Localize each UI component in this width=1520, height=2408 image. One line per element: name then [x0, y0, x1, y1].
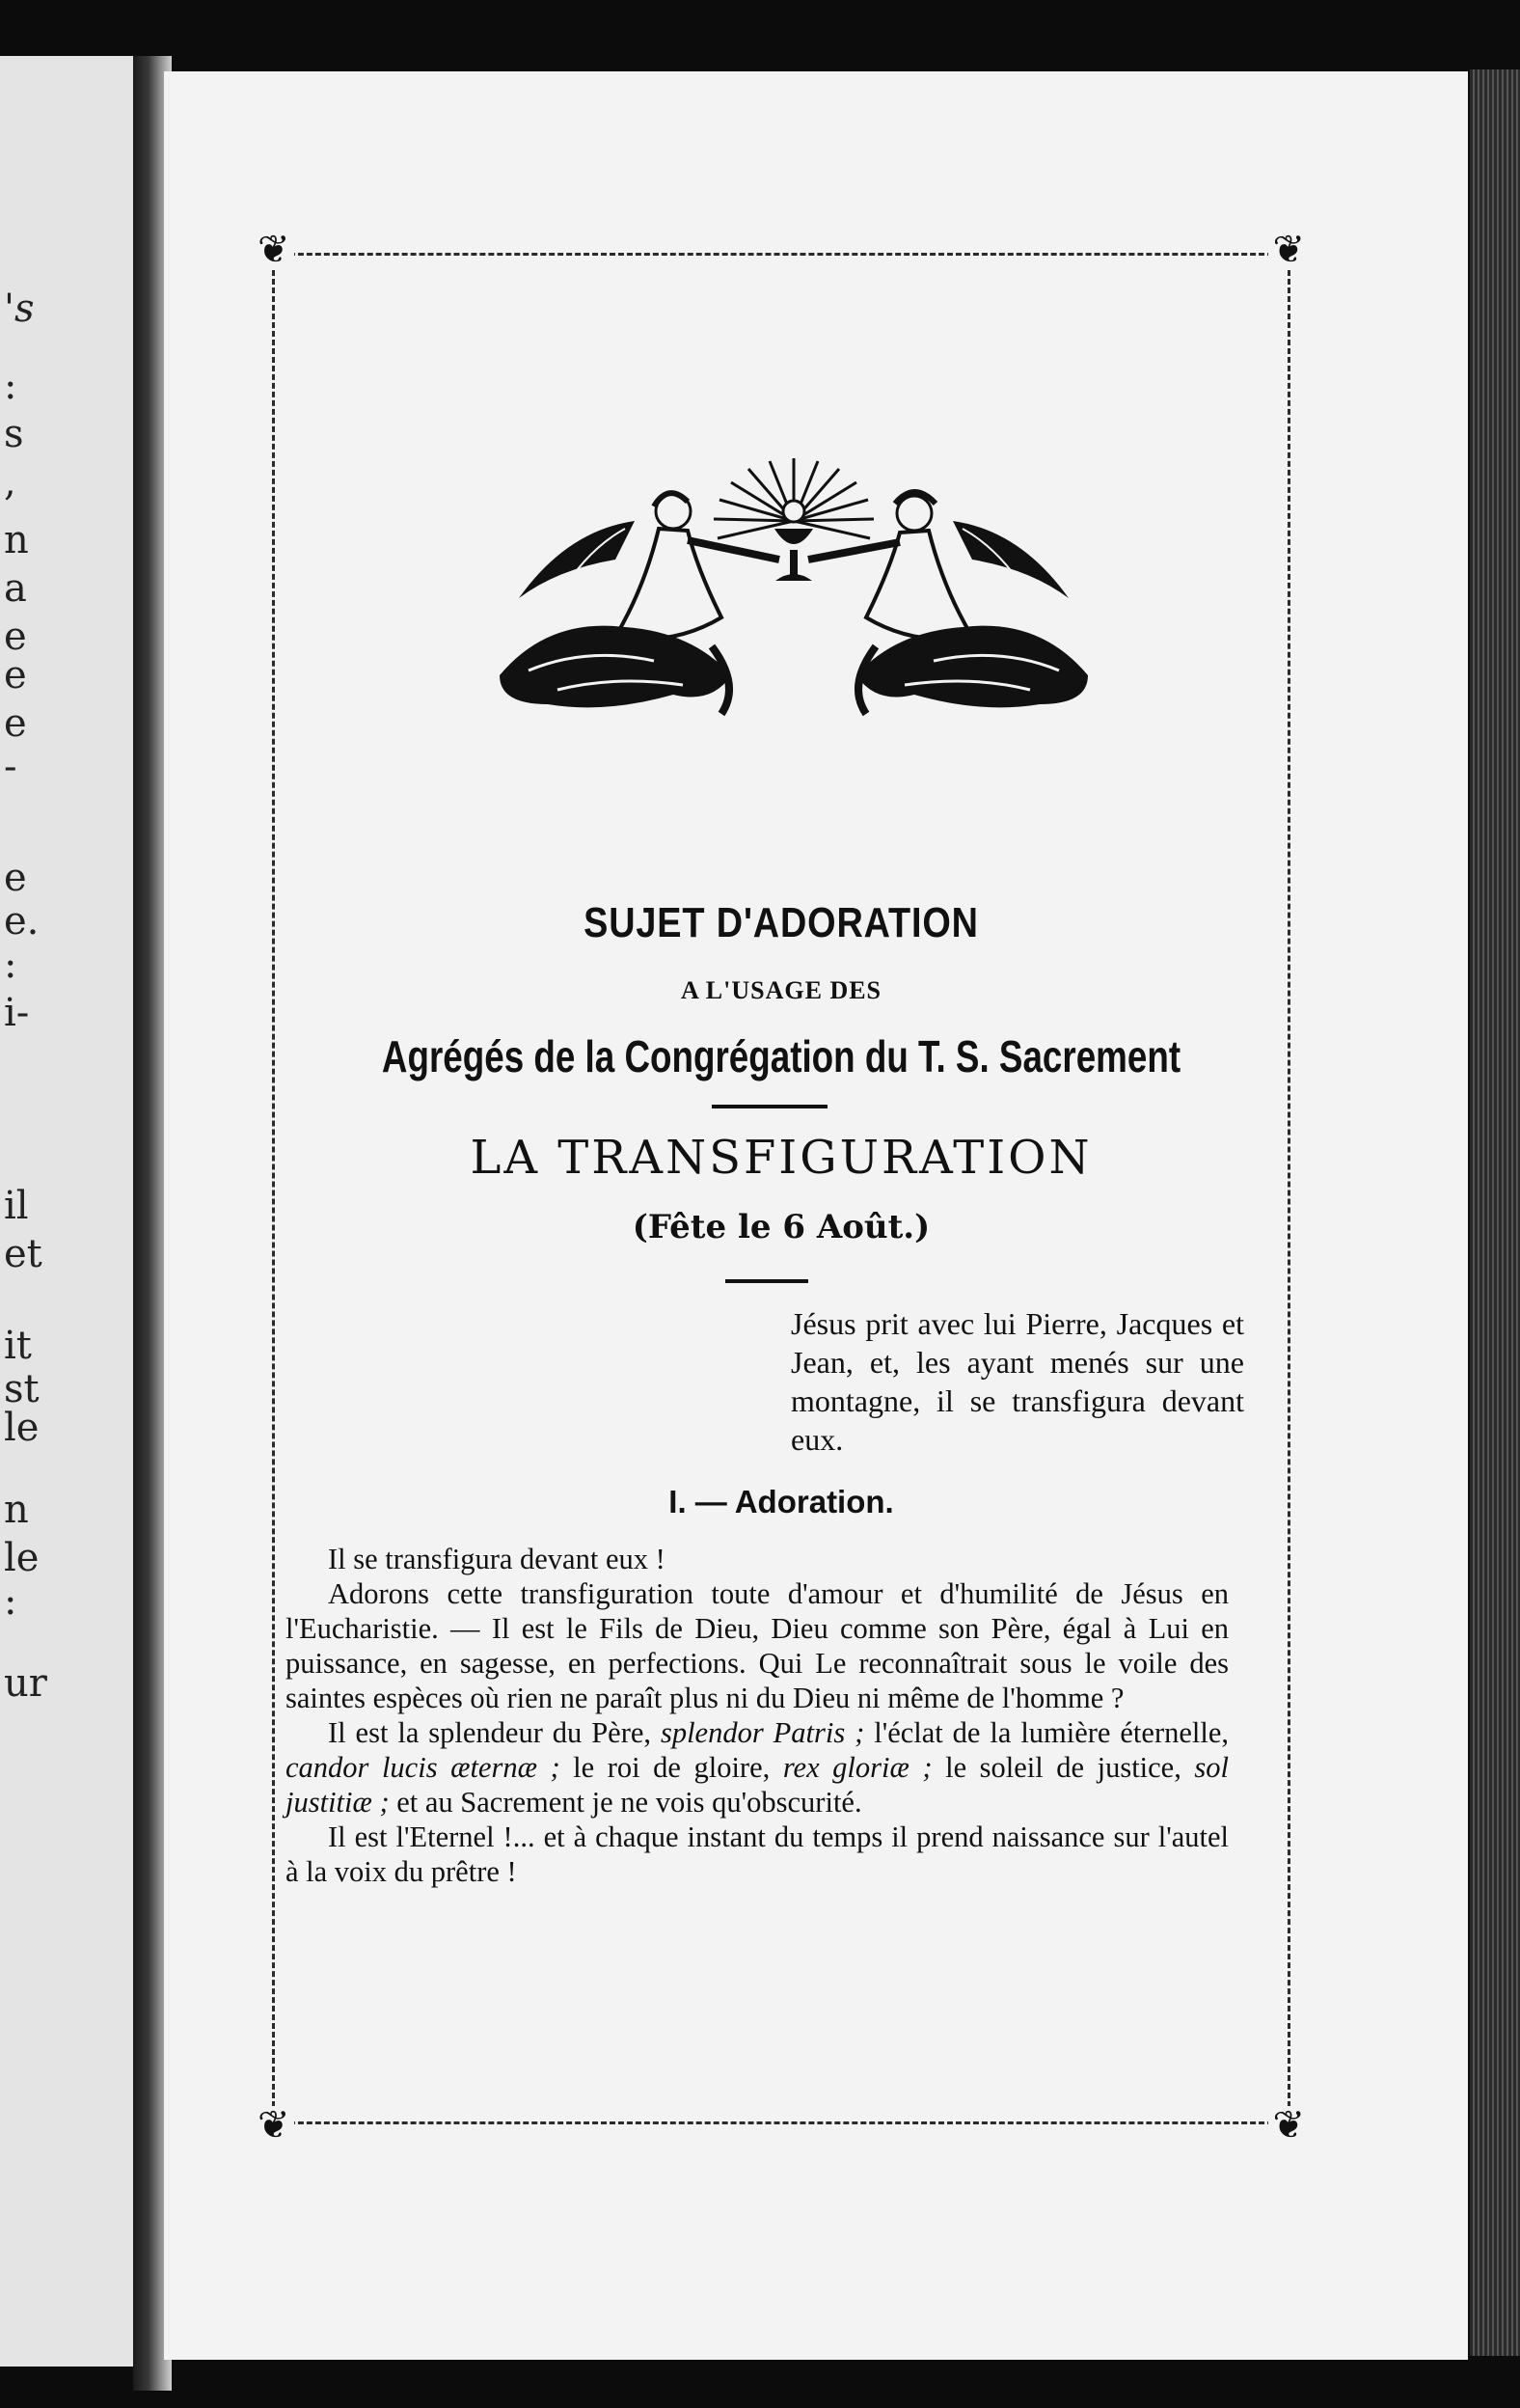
text-run: Il est la splendeur du Père, [328, 1716, 661, 1749]
text-run: le soleil de justice, [932, 1751, 1195, 1784]
left-page-fragment: s [4, 412, 24, 456]
left-page-fragment: : [4, 364, 17, 408]
left-page-fragment: et [4, 1232, 42, 1276]
subtitle-large: Agrégés de la Congrégation du T. S. Sacrement [381, 1031, 1181, 1081]
corner-ornament-icon: ❦ [254, 2106, 294, 2145]
left-page-fragment: 's [4, 287, 35, 331]
paragraph: Il se transfigura devant eux ! [328, 1543, 665, 1575]
left-page-fragment: : [4, 943, 17, 987]
subtitle-small: A L'USAGE DES [680, 976, 882, 1004]
text-run: et au Sacrement je ne vois qu'obscurité. [389, 1786, 862, 1819]
left-page-fragment: e. [4, 899, 40, 944]
latin-phrase: splendor Patris ; [660, 1716, 865, 1749]
text-run: le roi de gloire, [559, 1751, 783, 1784]
section-heading: I. — Adoration. [668, 1484, 894, 1519]
epigraph: Jésus prit avec lui Pierre, Jacques et Jean, et, les ayant menés sur une montagne, il se transfigura devant eux. [791, 1306, 1244, 1457]
page-title: SUJET D'ADORATION [584, 899, 979, 946]
angels-chalice-icon [490, 453, 1098, 743]
latin-phrase: rex gloriæ ; [782, 1751, 933, 1784]
left-page-fragment: e [4, 856, 27, 900]
text-run: l'éclat de la lumière éternelle, [864, 1716, 1229, 1749]
left-page-fragment: st [4, 1367, 40, 1411]
left-angel [500, 493, 779, 714]
left-page-fragment: : [4, 1579, 17, 1624]
left-page-fragment: ur [4, 1661, 47, 1706]
paragraph [285, 1715, 1229, 1820]
latin-phrase: candor lucis æternæ ; [285, 1751, 560, 1784]
left-page-fragment: e [4, 653, 27, 698]
left-page-fragment: it [4, 1324, 32, 1368]
left-page-fragment: , [4, 460, 16, 505]
feast-title: LA TRANSFIGURATION [470, 1131, 1093, 1185]
left-page-fragment: a [4, 566, 27, 611]
corner-ornament-icon: ❦ [1268, 2106, 1309, 2145]
left-page-fragment: - [4, 745, 17, 789]
latin-phrase: sol justitiæ ; [285, 1751, 1229, 1819]
left-page-fragment: il [4, 1184, 29, 1228]
corner-ornament-icon: ❦ [1268, 231, 1309, 269]
left-page-fragment: n [4, 518, 29, 562]
left-facing-page [0, 56, 143, 2367]
left-page-fragment: le [4, 1406, 40, 1450]
right-angel [808, 492, 1088, 714]
left-page-fragment: e [4, 701, 27, 746]
left-page-fragment: i- [4, 991, 30, 1035]
left-page-fragment: e [4, 615, 27, 659]
divider-rule [712, 1105, 828, 1108]
page-stack-edge [1470, 69, 1520, 2356]
paragraph: Il est l'Eternel !... et à chaque instant du temps il prend naissance sur l'autel à la voix du prêtre ! [285, 1820, 1229, 1888]
paragraph: Adorons cette transfiguration toute d'amour et d'humilité de Jésus en l'Eucharistie. — Il est le Fils de Dieu, Dieu comme son Père, égal à Lui en puissance, en sagesse, en perfections. Qui Le reconnaîtrait sous le voile des saintes espèces où rien ne paraît plus ni du Dieu ni même de l'homme ? [285, 1577, 1229, 1714]
sun-rays [714, 458, 874, 538]
feast-date: (Fête le 6 Août.) [632, 1208, 931, 1246]
left-page-fragment: le [4, 1536, 40, 1580]
body-text [285, 1542, 1229, 1889]
left-page-fragment: n [4, 1488, 29, 1532]
corner-ornament-icon: ❦ [254, 231, 294, 269]
divider-rule [725, 1279, 808, 1283]
